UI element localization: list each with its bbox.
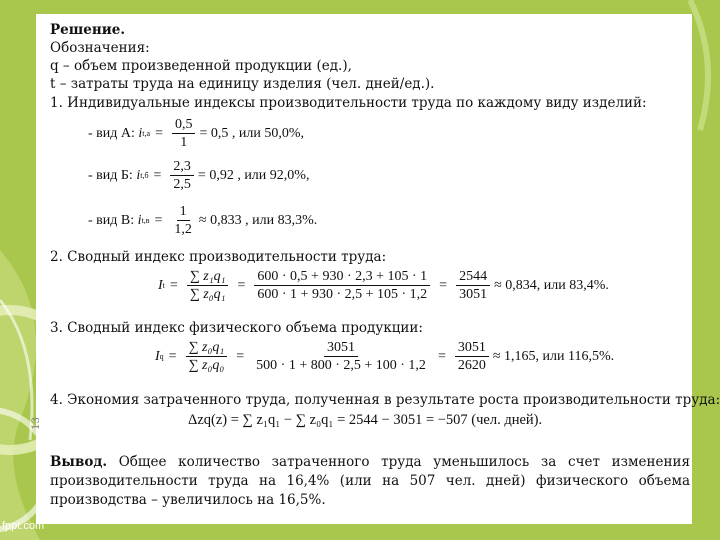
step1-title: 1. Индивидуальные индексы производительности труда по каждому виду изделий: (50, 95, 647, 111)
sum-numerator: ∑ z₀q₁ (186, 339, 228, 357)
item-result: = 0,5 , или 50,0%, (199, 125, 304, 141)
formula-lhs: I (155, 348, 160, 364)
item-denominator: 1 (180, 135, 188, 150)
item-subscript: t,в (141, 216, 150, 225)
conclusion (50, 453, 690, 510)
watermark: fppt.com (2, 520, 45, 532)
sum-denominator: ∑ z₀q₀ (188, 358, 225, 373)
conclusion-text: Общее количество затраченного труда уменьшилось за счет изменения производительности труда на 16,4% (или на 507 чел. дней) физического объема производства – увеличилось на 16,5%. (50, 454, 690, 508)
formula-result: ≈ 1,165, или 116,5%. (492, 348, 615, 364)
formula-lhs: I (158, 277, 163, 293)
step2-title: 2. Сводный индекс производительности труда: (50, 249, 387, 265)
step3-title: 3. Сводный индекс физического объема продукции: (50, 320, 423, 336)
index-item-a: - вид А: i t,a = $\frac{0,5}{1}$ = 0,5 , или 50,0%, (88, 117, 304, 150)
item-numerator: 0,5 (172, 116, 196, 134)
value-numerator: 2544 (456, 268, 490, 286)
notation-label: Обозначения: (50, 40, 150, 56)
step4-title: 4. Экономия затраченного труда, полученная в результате роста производительности труда: (50, 392, 720, 408)
value-denominator: 3051 (459, 287, 488, 302)
item-result: = 0,92 , или 92,0%, (197, 167, 310, 183)
item-label: - вид А: (88, 125, 135, 141)
value-denominator: 2620 (457, 358, 486, 373)
conclusion-label: Вывод. (50, 454, 108, 470)
index-item-b: - вид Б: i t,б = $\frac{2,3}{2,5}$ = 0,92 , или 92,0%, (88, 159, 310, 192)
expanded-numerator: 3051 (324, 339, 358, 357)
expanded-numerator: 600 · 0,5 + 930 · 2,3 + 105 · 1 (254, 268, 430, 286)
q-definition: q – объем произведенной продукции (ед.), (50, 58, 352, 74)
labor-productivity-index-formula: I t = $\frac{\text{∑ z₁q₁}}{\text{∑ z₀q₁}}$ = $\frac{600 \cdot 0,5 + 930 \cdot 2,3 + 105 \cdot 1}{600 \cdot 1 + 930 \cdot 2,5 + 105 \cdot 1,2}$ = $\frac{2544}{3051}$ ≈ 0,834, или 83,4%. (158, 269, 609, 302)
solution-heading: Решение. (50, 22, 126, 38)
physical-volume-index-formula: I q = $\frac{\text{∑ z₀q₁}}{\text{∑ z₀q₀}}$ = $\frac{3051}{500 \cdot 1 + 800 \cdot 2,5 + 100 \cdot 1,2}$ = $\frac{3051}{2620}$ ≈ 1,165, или 116,5%. (155, 340, 615, 373)
item-label: - вид Б: (88, 167, 133, 183)
item-symbol: i (138, 125, 143, 141)
t-definition: t – затраты труда на единицу изделия (чел. дней/ед.). (50, 76, 435, 92)
item-subscript: t,б (140, 171, 149, 180)
formula-result: ≈ 0,834, или 83,4%. (494, 277, 609, 293)
formula-lhs-subscript: t (162, 281, 165, 290)
expanded-denominator: 500 · 1 + 800 · 2,5 + 100 · 1,2 (256, 358, 426, 373)
item-numerator: 1 (177, 203, 190, 221)
item-denominator: 2,5 (173, 177, 191, 192)
formula-lhs-subscript: q (159, 352, 164, 361)
index-item-c: - вид В: i t,в = $\frac{1}{1,2}$ ≈ 0,833 , или 83,3%. (88, 204, 318, 237)
item-numerator: 2,3 (170, 158, 194, 176)
item-symbol: i (137, 212, 142, 228)
item-subscript: t,a (142, 129, 151, 138)
item-symbol: i (136, 167, 141, 183)
expanded-denominator: 600 · 1 + 930 · 2,5 + 105 · 1,2 (257, 287, 428, 302)
labor-savings-formula: Δzq(z) = ∑ z₁q₁ − ∑ z₀q₁ = 2544 − 3051 = −507 (чел. дней). (188, 412, 543, 428)
sum-numerator: ∑ z₁q₁ (187, 268, 229, 286)
value-numerator: 3051 (455, 339, 489, 357)
sum-denominator: ∑ z₀q₁ (189, 287, 226, 302)
page-number: 13 (30, 417, 42, 430)
item-label: - вид В: (88, 212, 135, 228)
item-result: ≈ 0,833 , или 83,3%. (198, 212, 318, 228)
item-denominator: 1,2 (174, 222, 192, 237)
